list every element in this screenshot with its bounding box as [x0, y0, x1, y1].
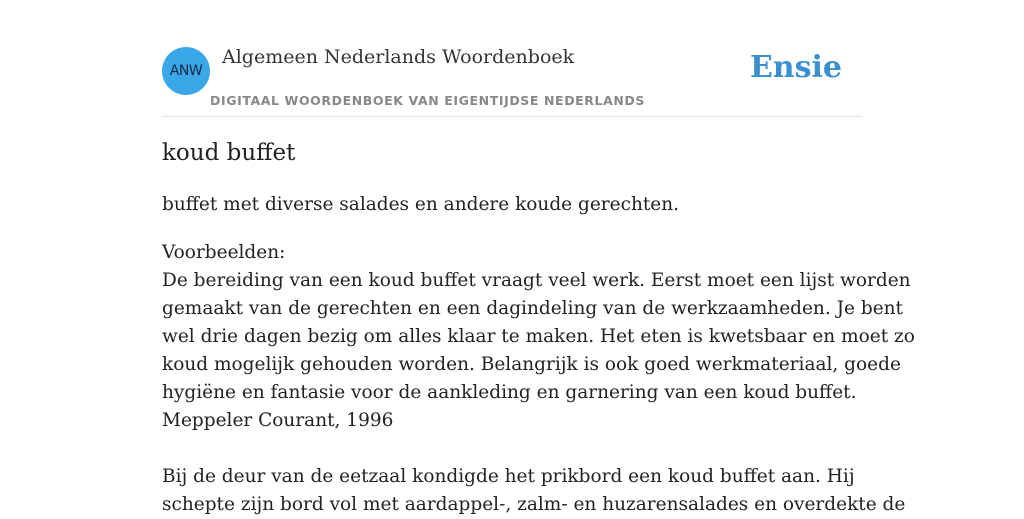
example-line: Bij de deur van de eetzaal kondigde het prikbord een koud buffet aan. Hij	[162, 466, 855, 487]
examples-label: Voorbeelden:	[162, 242, 286, 263]
page	[162, 0, 915, 515]
example-source: Meppeler Courant, 1996	[162, 410, 394, 431]
example-line: wel drie dagen bezig om alles klaar te maken. Het eten is kwetsbaar en moet zo	[162, 326, 915, 347]
entry-definition: buffet met diverse salades en andere koude gerechten.	[162, 194, 680, 215]
site-header	[162, 0, 862, 117]
example-line: hygiëne en fantasie voor de aankleding en garnering van een koud buffet.	[162, 382, 857, 403]
example-line: gemaakt van de gerechten en een dagindeling van de werkzaamheden. Je bent	[162, 298, 903, 319]
example-divider	[162, 435, 862, 463]
entry-term: koud buffet	[162, 140, 296, 166]
examples-section	[162, 239, 915, 519]
ensie-brand-logo[interactable]: Ensie	[749, 50, 842, 85]
site-subtitle: DIGITAAL WOORDENBOEK VAN EIGENTIJDSE NEDERLANDS	[210, 93, 646, 108]
anw-logo[interactable]: ANW	[162, 47, 210, 95]
example-line: schepte zijn bord vol met aardappel-, zalm- en huzarensalades en overdekte de	[162, 494, 906, 515]
site-title[interactable]: Algemeen Nederlands Woordenboek	[222, 46, 575, 68]
example-line: De bereiding van een koud buffet vraagt veel werk. Eerst moet een lijst worden	[162, 270, 911, 291]
example-line: koud mogelijk gehouden worden. Belangrijk is ook goed werkmateriaal, goede	[162, 354, 901, 375]
